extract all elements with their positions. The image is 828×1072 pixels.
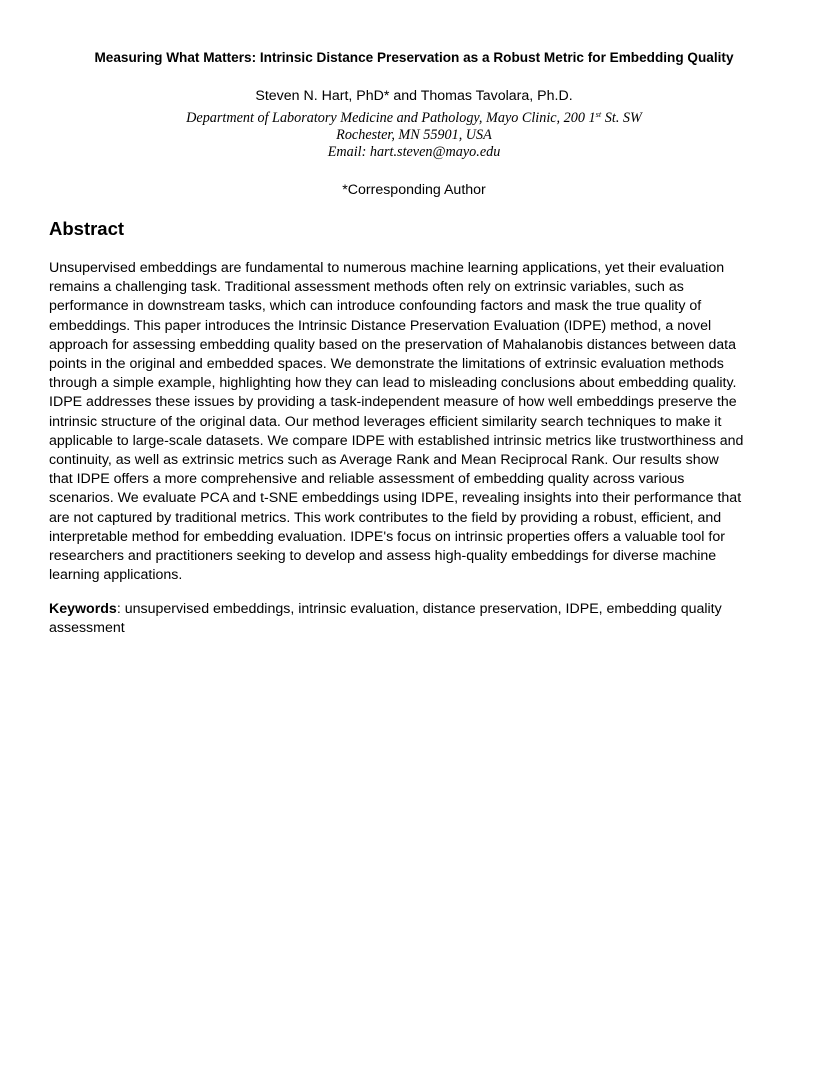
- abstract-line: approach for assessing embedding quality based on the preservation of Mahalanobis distances between data: [49, 336, 736, 353]
- abstract-line: performance in downstream tasks, which can introduce confounding factors and mask the true quality of: [49, 298, 702, 315]
- keywords-line-1: [49, 600, 789, 619]
- paper-title: Measuring What Matters: Intrinsic Distance Preservation as a Robust Metric for Embedding Quality: [94, 50, 734, 65]
- abstract-line: IDPE addresses these issues by providing a task-independent measure of how well embeddings preserve the: [49, 394, 737, 411]
- corresponding-author-note: *Corresponding Author: [342, 182, 486, 198]
- affiliation-department: Department of Laboratory Medicine and Pathology, Mayo Clinic, 200 1: [186, 110, 596, 126]
- keywords-list: : unsupervised embeddings, intrinsic evaluation, distance preservation, IDPE, embedding quality: [116, 601, 722, 617]
- abstract-line: learning applications.: [49, 567, 183, 584]
- abstract-line: points in the original and embedded spaces. We demonstrate the limitations of extrinsic evaluation methods: [49, 356, 724, 373]
- abstract-line: intrinsic structure of the original data. Our method leverages efficient similarity search techniques to make it: [49, 413, 722, 430]
- abstract-line: continuity, as well as extrinsic metrics such as Average Rank and Mean Reciprocal Rank. Our results show: [49, 452, 719, 469]
- abstract-line: are not captured by traditional metrics. This work contributes to the field by providing a robust, efficient, and: [49, 509, 722, 526]
- author-list: Steven N. Hart, PhD* and Thomas Tavolara, Ph.D.: [255, 88, 573, 104]
- abstract-heading: Abstract: [49, 218, 125, 239]
- abstract-body: [49, 259, 789, 585]
- abstract-line: embeddings. This paper introduces the Intrinsic Distance Preservation Evaluation (IDPE) method, a novel: [49, 317, 712, 334]
- keywords-section: [49, 600, 789, 638]
- abstract-line: Unsupervised embeddings are fundamental to numerous machine learning applications, yet their evaluation: [49, 260, 725, 276]
- abstract-line: remains a challenging task. Traditional assessment methods often rely on extrinsic variables, such as: [49, 279, 684, 296]
- abstract-line: through a simple example, highlighting how they can lead to misleading conclusions about embedding quality.: [49, 375, 737, 392]
- affiliation-line-1: [0, 110, 828, 127]
- abstract-line: scenarios. We evaluate PCA and t-SNE embeddings using IDPE, revealing insights into their performance that: [49, 490, 742, 507]
- ordinal-superscript: st: [595, 109, 602, 119]
- affiliation-email: Email: hart.steven@mayo.edu: [327, 144, 501, 160]
- abstract-line: interpretable method for embedding evaluation. IDPE's focus on intrinsic properties offers a valuable tool for: [49, 528, 725, 545]
- affiliation-street: St. SW: [601, 110, 642, 126]
- affiliation-city: Rochester, MN 55901, USA: [336, 127, 492, 143]
- keywords-line-2: assessment: [49, 620, 125, 637]
- abstract-line: applicable to large-scale datasets. We compare IDPE with established intrinsic metrics like trustworthiness and: [49, 432, 744, 449]
- affiliation-block: [0, 110, 828, 161]
- abstract-line: that IDPE offers a more comprehensive and reliable assessment of embedding quality across various: [49, 471, 685, 488]
- abstract-line: researchers and practitioners seeking to develop and assess high-quality embeddings for diverse machine: [49, 548, 717, 565]
- keywords-label: Keywords: [49, 601, 117, 617]
